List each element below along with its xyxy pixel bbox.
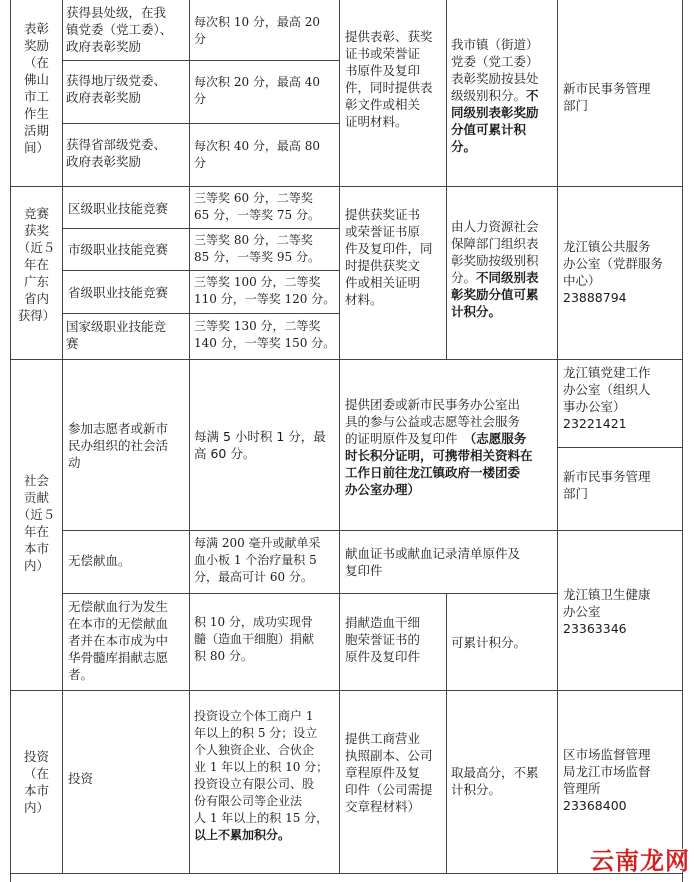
- category-invest: 投资 （在 本市 内）: [23, 749, 49, 815]
- contest-item-name: 市级职业技能竞赛: [68, 242, 169, 257]
- contest-item-name: 省级职业技能竞赛: [68, 285, 169, 300]
- category-commend: 表彰 奖励 （在 佛山 市工 作生 活期 间）: [23, 21, 49, 155]
- grid-line: [10, 359, 683, 360]
- commend-note-bold: 不 同级别表彰奖励 分值可累计积 分。: [451, 88, 539, 154]
- grid-line: [682, 0, 683, 882]
- grid-line: [62, 228, 340, 229]
- contest-item-name: 区级职业技能竞赛: [68, 201, 169, 216]
- commend-item-score: 每次积 40 分，最高 80 分: [194, 139, 320, 170]
- marrow-name: 无偿献血行为发生 在本市的无偿献血 者并在本市成为中 华骨髓库捐献志愿 者。: [68, 599, 169, 682]
- health-dept: 龙江镇卫生健康 办公室 23363346: [563, 587, 651, 636]
- grid-line: [10, 690, 683, 691]
- grid-line: [10, 873, 683, 874]
- contest-note-bold: 不同级别表 彰奖励分值可累 计积分。: [451, 270, 539, 319]
- contest-item-score: 三等奖 100 分，二等奖 110 分，一等奖 120 分。: [194, 275, 336, 306]
- grid-line: [189, 0, 190, 874]
- grid-line: [557, 530, 683, 531]
- watermark-logo: 云南龙网: [590, 847, 690, 875]
- contest-item-score: 三等奖 80 分，二等奖 85 分，一等奖 95 分。: [194, 233, 320, 264]
- grid-line: [446, 593, 447, 874]
- contest-material: 提供获奖证书 或荣誉证书原 件及复印件，同 时提供获奖文 件或相关证明 材料。: [345, 207, 433, 307]
- commend-note: [451, 36, 557, 166]
- volunteer-material-bold: （志愿服务 时长积分证明，可携带相关资料在 工作日前往龙江镇政府一楼团委 办公室办理）: [345, 431, 533, 497]
- grid-line: [10, 186, 683, 187]
- commend-item-score: 每次积 10 分，最高 20 分: [194, 15, 320, 46]
- commend-material: 提供表彰、获奖 证书或荣誉证 书原件及复印 件，同时提供表 彰文件或相关 证明材料。: [345, 29, 433, 129]
- contest-item-score: 三等奖 60 分，二等奖 65 分，一等奖 75 分。: [194, 191, 320, 222]
- invest-score: [194, 708, 340, 868]
- grid-line: [62, 0, 63, 874]
- volunteer-name: 参加志愿者或新市 民办组织的社会活 动: [68, 421, 169, 470]
- grid-line: [62, 313, 340, 314]
- volunteer-dept-top: 龙江镇党建工作 办公室（组织人 事办公室） 23221421: [563, 365, 651, 431]
- invest-dept: 区市场监督管理 局龙江市场监督 管理所 23368400: [563, 747, 651, 813]
- contest-note-plain: 由人力资源社会 保障部门组织表 彰奖励按级别积 分。: [451, 219, 539, 285]
- invest-note: 取最高分，不累 计积分。: [451, 765, 539, 797]
- contest-item-score: 三等奖 130 分，二等奖 140 分，一等奖 150 分。: [194, 319, 336, 350]
- volunteer-dept-bottom: 新市民事务管理 部门: [563, 469, 651, 501]
- commend-note-plain: 我市镇（街道） 党委（党工委） 表彰奖励按县处 级级别积分。: [451, 37, 539, 103]
- blood-name: 无偿献血。: [68, 553, 131, 568]
- contest-dept: 龙江镇公共服务 办公室（党群服务 中心） 23888794: [563, 239, 664, 305]
- invest-score-bold: 以上不累加积分。: [194, 828, 291, 842]
- grid-line: [62, 270, 340, 271]
- invest-material: 提供工商营业 执照副本、公司 章程原件及复 印件（公司需提 交章程材料）: [345, 731, 433, 814]
- category-social: 社会 贡献 （近５ 年在 本市 内）: [17, 473, 56, 573]
- commend-dept: 新市民事务管理 部门: [563, 81, 651, 113]
- grid-line: [446, 0, 447, 360]
- invest-score-plain: 投资设立个体工商户 1 年以上的积 5 分；设立 个人独资企业、合伙企 业 1 年以上的积 10 分； 投资设立有限公司、股 份有限公司等企业法 人 1 年以上的积 15 分，: [194, 709, 329, 825]
- blood-score: 每满 200 毫升或献单采 血小板 1 个治疗量积 5 分，最高可计 60 分。: [194, 536, 321, 584]
- volunteer-score: 每满 5 小时积 1 分，最 高 60 分。: [194, 429, 326, 461]
- commend-item-name: 获得省部级党委、 政府表彰奖励: [66, 137, 167, 169]
- volunteer-material: [345, 396, 558, 506]
- grid-line: [62, 593, 558, 594]
- invest-name: 投资: [68, 771, 94, 786]
- grid-line: [62, 60, 340, 61]
- grid-line: [62, 530, 558, 531]
- grid-line: [557, 447, 683, 448]
- contest-item-name: 国家级职业技能竞 赛: [66, 319, 167, 351]
- marrow-note: 可累计积分。: [451, 635, 527, 650]
- commend-item-name: 获得县处级，在我 镇党委（党工委）、 政府表彰奖励: [66, 5, 173, 54]
- blood-material: 献血证书或献血记录清单原件及 复印件: [345, 546, 521, 578]
- commend-item-name: 获得地厅级党委、 政府表彰奖励: [66, 73, 167, 105]
- marrow-score: 积 10 分，成功实现骨 髓（造血干细胞）捐献 积 80 分。: [194, 615, 315, 663]
- grid-line: [62, 123, 340, 124]
- marrow-material: 捐献造血干细 胞荣誉证书的 原件及复印件: [345, 615, 421, 664]
- category-contest: 竞赛 获奖 （近５ 年在 广东 省内 获得）: [17, 206, 56, 323]
- commend-item-score: 每次积 20 分，最高 40 分: [194, 75, 320, 106]
- volunteer-material-plain: 提供团委或新市民事务办公室出 具的参与公益或志愿等社会服务 的证明原件及复印件: [345, 397, 521, 446]
- contest-note: [451, 218, 557, 338]
